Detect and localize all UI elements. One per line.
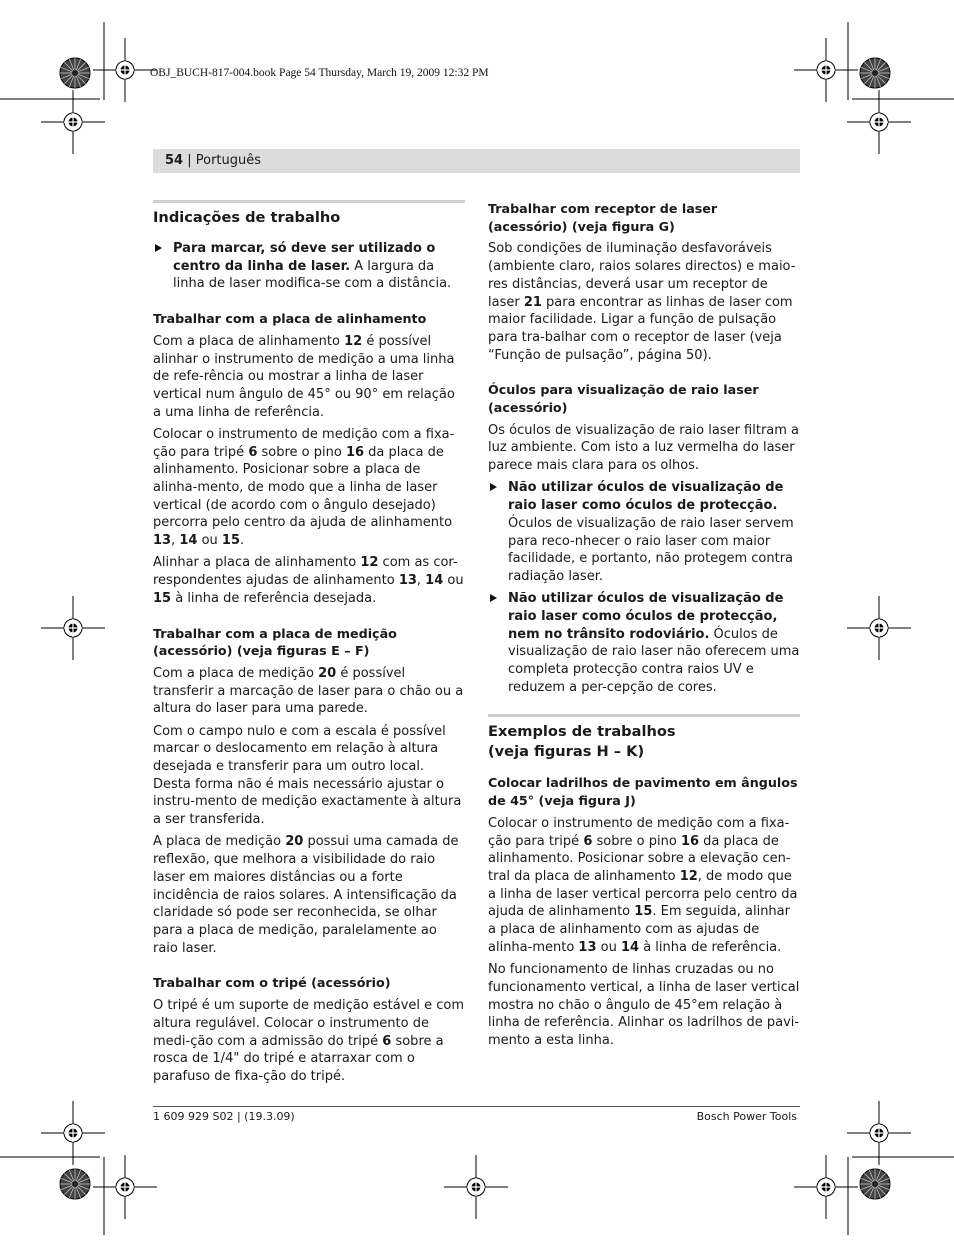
page-number: 54 [165, 153, 184, 168]
subheading-measuring-plate: Trabalhar com a placa de medição (acessório) (veja figuras E – F) [153, 625, 397, 659]
paragraph: Sob condições de iluminação desfavoráveis (ambiente claro, raios solares directos) e maio-res distâncias, deverá usar um receptor de laser 21 para encontrar as linhas de laser com maior facilidade. Ligar a função de pulsação para tra-balhar com o receptor de laser (veja “Função de pulsação”, página 50). [488, 241, 796, 363]
paragraph: Os óculos de visualização de raio laser filtram a luz ambiente. Com isto a luz vermelha do laser parece mais clara para os olhos. [488, 422, 800, 474]
bullet-text: Óculos de visualização de raio laser não oferecem uma completa protecção contra raios UV e reduzem a per-cepção de cores. [508, 626, 800, 695]
right-column [488, 200, 800, 1054]
page-header-bar [153, 149, 800, 173]
header-language: Português [195, 153, 262, 168]
bullet-triangle-icon [155, 244, 162, 252]
footer-brand: Bosch Power Tools [696, 1110, 797, 1123]
subheading-laser-glasses: Óculos para visualização de raio laser (acessório) [488, 382, 759, 416]
bullet-bold-text: Não utilizar óculos de visualização de raio laser como óculos de protecção. [508, 480, 784, 514]
paragraph: O tripé é um suporte de medição estável e com altura regulável. Colocar o instrumento de medi-ção com a admissão do tripé 6 sobre a rosca de 1/4" do tripé e atarraxar com o parafuso de fixa-ção do tripé. [153, 998, 465, 1084]
bullet-bold-text: Não utilizar óculos de visualização de raio laser como óculos de protecção, nem no trânsito rodoviário. [508, 591, 784, 642]
paragraph: Colocar o instrumento de medição com a fixa-ção para tripé 6 sobre o pino 16 da placa de alinhamento. Posicionar sobre a placa de alinha-mento, de modo que a linha de laser vertical (de acordo com o ângulo desejado) percorra pelo centro da ajuda de alinhamento 13, 14 ou 15. [153, 426, 455, 549]
subheading-alignment-plate: Trabalhar com a placa de alinhamento [153, 311, 427, 327]
bullet-glasses-warning [488, 479, 800, 585]
paragraph: Com a placa de alinhamento 12 é possível alinhar o instrumento de medição a uma linha de refe-rência ou mostrar a linha de laser vertical num ângulo de 45° ou 90° em relação a uma linha de referência. [153, 333, 455, 420]
print-slug: OBJ_BUCH-817-004.book Page 54 Thursday, March 19, 2009 12:32 PM [150, 67, 489, 79]
paragraph: Com o campo nulo e com a escala é possível marcar o deslocamento em relação à altura desejada e transferir para um outro local. Desta forma não é mais necessário ajustar o instru-mento de medição exactamente à altura a ser transferida. [153, 723, 462, 828]
page-header [165, 153, 261, 168]
paragraph: No funcionamento de linhas cruzadas ou no funcionamento vertical, a linha de laser vertical mostra no chão o ângulo de 45°em relação à linha de referência. Alinhar os ladrilhos de pavi-mento a esta linha. [488, 962, 800, 1048]
paragraph: Colocar o instrumento de medição com a fixa-ção para tripé 6 sobre o pino 16 da placa de alinhamento. Posicionar sobre a elevação cen-tral da placa de alinhamento 12, de modo que a linha de laser vertical percorra pelo centro da ajuda de alinhamento 15. Em seguida, alinhar a placa de alinhamento com as ajudas de alinha-mento 13 ou 14 à linha de referência. [488, 815, 798, 955]
paragraph: Com a placa de medição 20 é possível transferir a marcação de laser para o chão ou a altura do laser para uma parede. [153, 665, 464, 717]
bullet-glasses-traffic-warning [488, 590, 800, 696]
left-column [153, 200, 465, 1090]
subheading-floor-tiles: Colocar ladrilhos de pavimento em ângulos de 45° (veja figura J) [488, 775, 798, 809]
subheading-laser-receiver: Trabalhar com receptor de laser (acessório) (veja figura G) [488, 201, 718, 234]
paragraph: Alinhar a placa de alinhamento 12 com as cor-respondentes ajudas de alinhamento 13, 14 ou 15 à linha de referência desejada. [153, 555, 464, 606]
subheading-tripod: Trabalhar com o tripé (acessório) [153, 975, 391, 991]
footer-doc-number: 1 609 929 S02 | (19.3.09) [153, 1110, 295, 1123]
bullet-triangle-icon [490, 594, 497, 602]
section-title-work-examples: Exemplos de trabalhos (veja figuras H – K) [488, 714, 800, 762]
bullet-marking-advice [153, 240, 465, 293]
bullet-triangle-icon [490, 483, 497, 491]
bullet-text: A largura da linha de laser modifica-se com a distância. [173, 258, 452, 292]
header-separator: | [183, 153, 196, 168]
paragraph: A placa de medição 20 possui uma camada de reflexão, que melhora a visibilidade do raio laser em maiores distâncias ou a forte incidência de raios solares. A intensificação da claridade só pode ser reconhecida, se olhar para a placa de medição, paralelamente ao raio laser. [153, 834, 459, 956]
page-footer [153, 1106, 800, 1123]
bullet-text: Óculos de visualização de raio laser servem para reco-nhecer o raio laser com maior facilidade, e portanto, não protegem contra radiação laser. [508, 515, 794, 584]
section-title-working-advice: Indicações de trabalho [153, 200, 465, 228]
bullet-bold-text: Para marcar, só deve ser utilizado o centro da linha de laser. [173, 241, 436, 274]
